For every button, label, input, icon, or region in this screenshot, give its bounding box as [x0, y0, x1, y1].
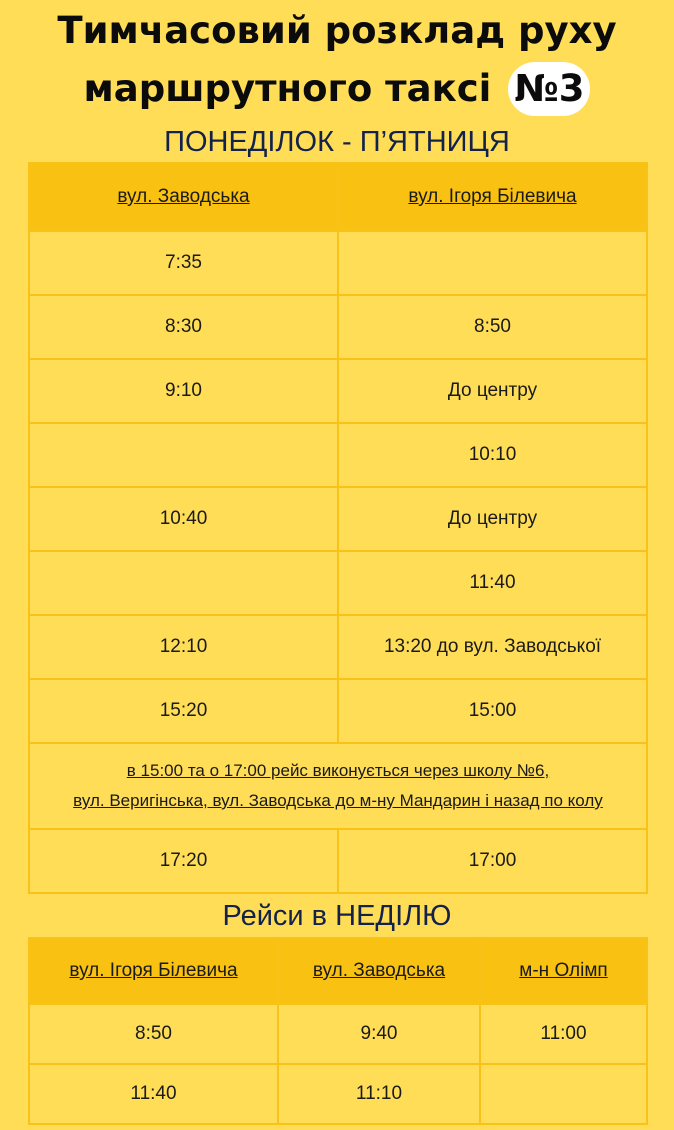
table-cell: 7:35	[29, 231, 338, 295]
table-cell: 8:50	[338, 295, 647, 359]
table-cell	[29, 423, 338, 487]
table-cell: 15:20	[29, 679, 338, 743]
title-line-2-text: маршрутного таксі	[83, 67, 492, 110]
table-header-row	[29, 938, 647, 1004]
table-cell: 11:10	[278, 1064, 480, 1124]
page-title	[0, 2, 674, 118]
table-row	[29, 1004, 647, 1064]
table-header-row	[29, 163, 647, 231]
table-row	[29, 829, 647, 893]
table-row	[29, 1064, 647, 1124]
title-line-1: Тимчасовий розклад руху	[57, 9, 617, 52]
sunday-schedule-table	[28, 937, 648, 1125]
title-line-2	[0, 60, 674, 118]
weekday-heading: ПОНЕДІЛОК - П’ЯТНИЦЯ	[164, 126, 510, 158]
table-row	[29, 295, 647, 359]
table-cell: 10:10	[338, 423, 647, 487]
note-row	[29, 743, 647, 829]
table-row	[29, 615, 647, 679]
table-cell: 8:50	[29, 1004, 278, 1064]
table-cell: До центру	[338, 487, 647, 551]
sunday-heading: Рейси в НЕДІЛЮ	[222, 900, 452, 932]
table-cell	[338, 231, 647, 295]
table-cell	[29, 551, 338, 615]
table-cell: 9:40	[278, 1004, 480, 1064]
table-cell: 17:00	[338, 829, 647, 893]
table-cell: 12:10	[29, 615, 338, 679]
column-header: вул. Заводська	[278, 938, 480, 1004]
table-cell	[480, 1064, 647, 1124]
route-note-line-2: вул. Веригінська, вул. Заводська до м-ну Мандарин і назад по колу	[73, 791, 603, 810]
route-note	[29, 743, 647, 829]
table-cell: 11:00	[480, 1004, 647, 1064]
route-note-line-1: в 15:00 та о 17:00 рейс виконується через школу №6,	[126, 761, 550, 780]
column-header: вул. Заводська	[29, 163, 338, 231]
table-cell: 8:30	[29, 295, 338, 359]
table-cell: 11:40	[338, 551, 647, 615]
table-cell: До центру	[338, 359, 647, 423]
table-row	[29, 679, 647, 743]
table-cell: 10:40	[29, 487, 338, 551]
column-header: вул. Ігоря Білевича	[338, 163, 647, 231]
table-cell: 17:20	[29, 829, 338, 893]
table-row	[29, 231, 647, 295]
table-row	[29, 487, 647, 551]
table-cell: 9:10	[29, 359, 338, 423]
column-header: м-н Олімп	[480, 938, 647, 1004]
table-cell: 15:00	[338, 679, 647, 743]
table-row	[29, 551, 647, 615]
column-header: вул. Ігоря Білевича	[29, 938, 278, 1004]
table-row	[29, 359, 647, 423]
weekday-schedule-table	[28, 162, 648, 894]
route-number-badge: №3	[508, 62, 590, 116]
table-row	[29, 423, 647, 487]
table-cell: 11:40	[29, 1064, 278, 1124]
table-cell: 13:20 до вул. Заводської	[338, 615, 647, 679]
